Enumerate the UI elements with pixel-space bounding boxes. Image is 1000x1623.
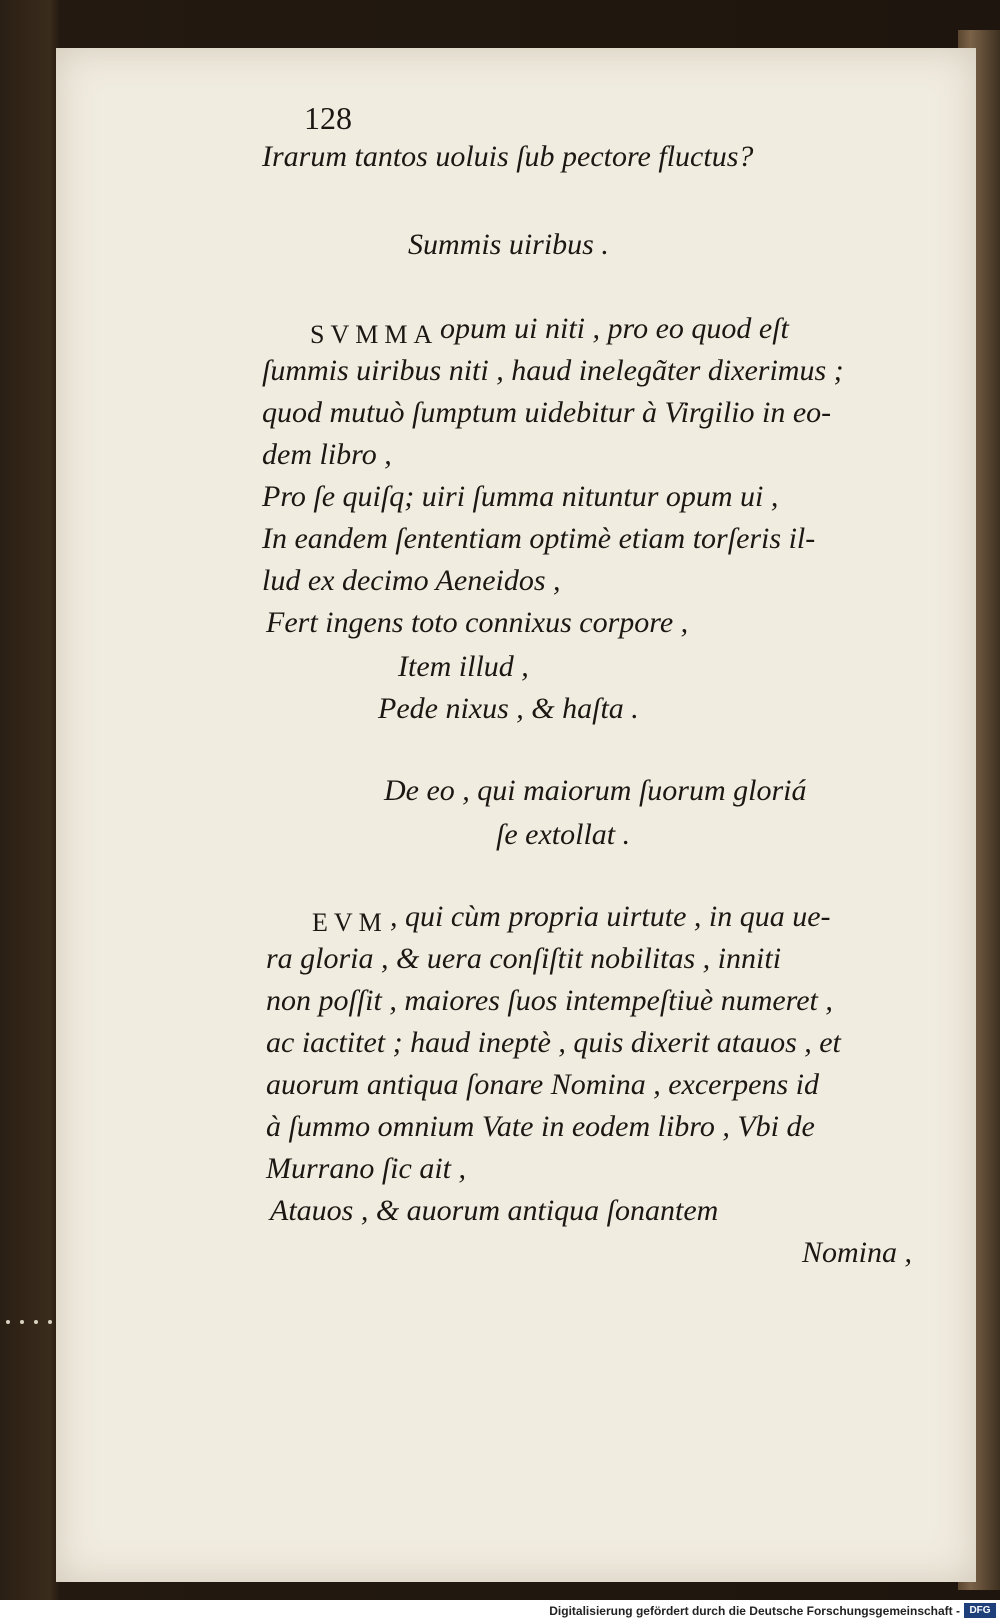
footer-credit: Digitalisierung gefördert durch die Deutsche Forschungsgemeinschaft - bbox=[549, 1604, 960, 1618]
text-line: , qui cùm propria uirtute , in qua ue- bbox=[390, 900, 831, 933]
text-line: Irarum tantos uoluis ſub pectore fluctus? bbox=[262, 140, 754, 173]
dfg-logo: DFG bbox=[964, 1603, 996, 1618]
text-line: non poſſit , maiores ſuos intempeſtiuè numeret , bbox=[266, 984, 833, 1017]
text-line: opum ui niti , pro eo quod eſt bbox=[440, 312, 789, 345]
footer-bar bbox=[0, 1600, 1000, 1623]
text-line: Murrano ſic ait , bbox=[266, 1152, 466, 1185]
book-page bbox=[56, 48, 976, 1582]
text-line: Item illud , bbox=[398, 650, 529, 683]
text-line: Nomina , bbox=[802, 1236, 913, 1269]
text-line: Pro ſe quiſq; uiri ſumma nituntur opum ui , bbox=[262, 480, 779, 513]
text-line: ſummis uiribus niti , haud inelegãter dixerimus ; bbox=[262, 354, 844, 387]
text-line: Pede nixus , & haſta . bbox=[378, 692, 639, 725]
text-line: ra gloria , & uera conſiſtit nobilitas , inniti bbox=[266, 942, 782, 975]
text-line: quod mutuò ſumptum uidebitur à Virgilio in eo- bbox=[262, 396, 832, 429]
text-line: Atauos , & auorum antiqua ſonantem bbox=[270, 1194, 719, 1227]
text-line: Fert ingens toto connixus corpore , bbox=[266, 606, 689, 639]
section-heading: De eo , qui maiorum ſuorum gloriá bbox=[384, 774, 807, 807]
section-heading: ſe extollat . bbox=[496, 818, 631, 851]
page-marks bbox=[0, 1320, 60, 1330]
lead-word: EVM bbox=[312, 908, 388, 937]
text-line: ac iactitet ; haud ineptè , quis dixerit atauos , et bbox=[266, 1026, 841, 1059]
text-line: auorum antiqua ſonare Nomina , excerpens id bbox=[266, 1068, 819, 1101]
section-heading: Summis uiribus . bbox=[408, 228, 609, 261]
text-line: In eandem ſententiam optimè etiam torſeris il- bbox=[262, 522, 816, 555]
page-number: 128 bbox=[304, 100, 352, 136]
text-line: dem libro , bbox=[262, 438, 392, 471]
text-line: à ſummo omnium Vate in eodem libro , Vbi de bbox=[266, 1110, 815, 1143]
page-text-area bbox=[56, 48, 976, 1582]
lead-word: SVMMA bbox=[310, 320, 439, 349]
text-line: lud ex decimo Aeneidos , bbox=[262, 564, 561, 597]
